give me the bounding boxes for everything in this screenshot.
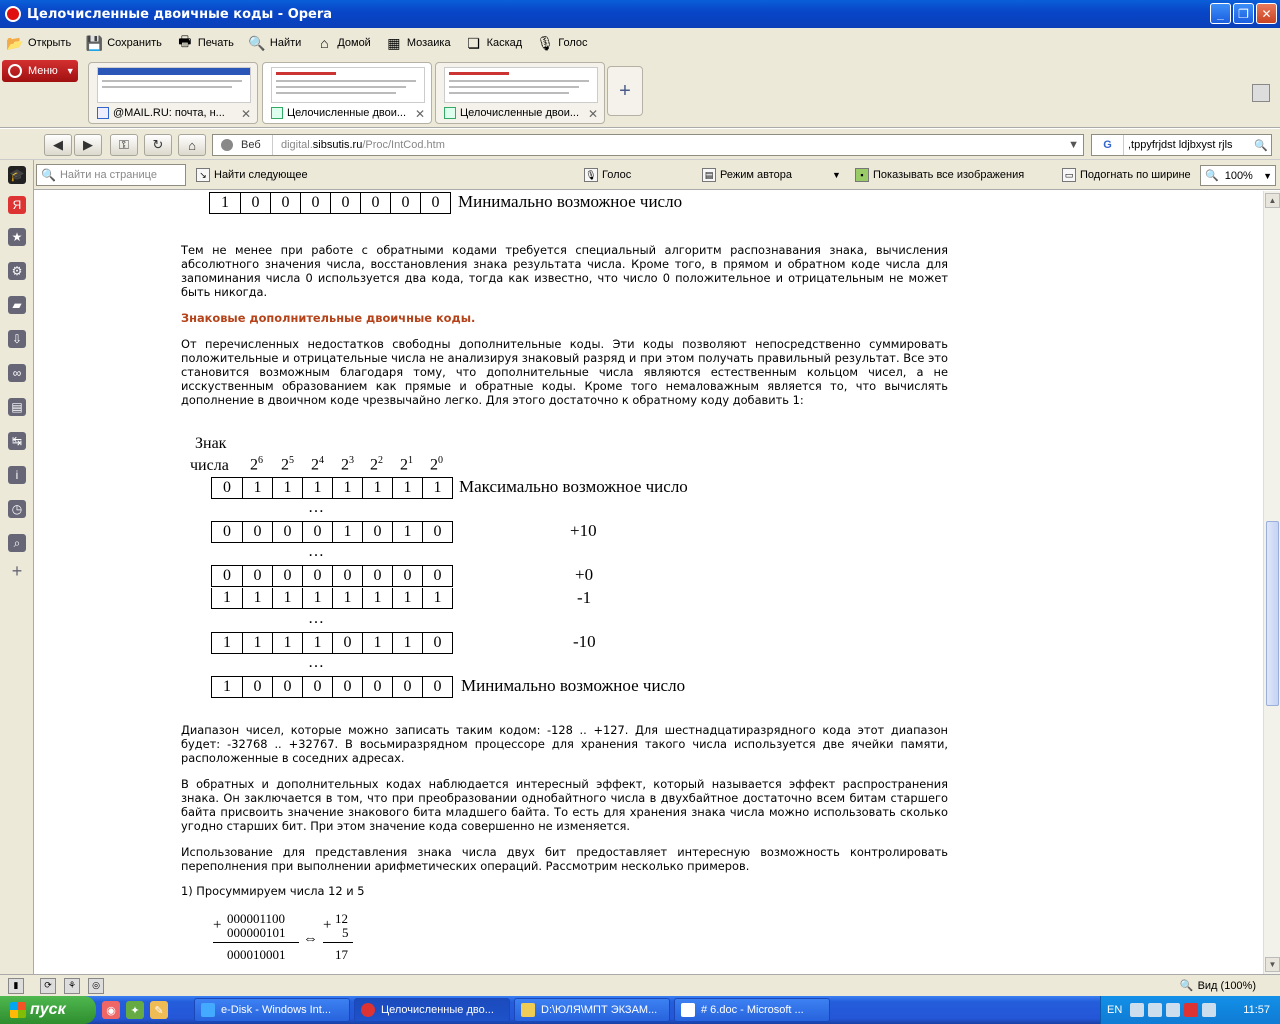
zoom-status[interactable]: 🔍 Вид (100%)	[1179, 979, 1256, 992]
forward-button[interactable]	[74, 134, 102, 156]
decimal-operand-a: 12	[335, 911, 348, 926]
find-toolbar	[0, 160, 1280, 190]
links-icon[interactable]: ∞	[8, 364, 26, 382]
minimize-button[interactable]: _	[1210, 3, 1231, 24]
ellipsis: …	[308, 499, 324, 516]
bit-cell: 1	[392, 478, 422, 498]
cascade-button[interactable]: ❏ Каскад	[465, 34, 523, 52]
search-query: ,tppyfrjdst ldjbxyst rjls	[1128, 139, 1233, 151]
bits-row-minus1	[211, 588, 453, 609]
tab-close-button[interactable]: ✕	[414, 107, 425, 121]
system-tray	[1100, 996, 1280, 1024]
bit-cell: 1	[392, 633, 422, 653]
bit-cell: 0	[242, 566, 272, 586]
folder-icon	[521, 1003, 535, 1017]
bit-cell: 1	[332, 478, 362, 498]
floppy-icon: 💾	[85, 34, 103, 51]
tab-bar	[0, 58, 1280, 128]
bit-cell: 1	[272, 588, 302, 608]
key-icon: ⚿	[119, 137, 129, 152]
bit-cell: 0	[302, 677, 332, 697]
bit-cell: 0	[392, 566, 422, 586]
fit-width-button[interactable]: ▭ Подогнать по ширине	[1062, 168, 1191, 182]
globe-icon	[221, 139, 233, 151]
image-icon: ▪	[855, 168, 869, 182]
task-ie[interactable]: e-Disk - Windows Int...	[194, 998, 350, 1022]
windows-icon[interactable]: ▤	[8, 398, 26, 416]
bit-cell: 1	[272, 478, 302, 498]
bit-cell: 1	[332, 522, 362, 542]
bit-cell: 1	[332, 588, 362, 608]
arrow-left-icon: ◀	[53, 137, 63, 152]
history-icon[interactable]: ◷	[8, 500, 26, 518]
chevron-down-icon[interactable]: ▼	[1068, 139, 1079, 151]
bit-cell: 0	[332, 633, 362, 653]
title-bar	[0, 0, 1280, 28]
bit-cell: 1	[422, 478, 452, 498]
tab-thumbnail	[444, 67, 598, 103]
open-button[interactable]: 📂 Открыть	[6, 34, 72, 51]
word-icon	[681, 1003, 695, 1017]
unite-icon[interactable]: ⚘	[64, 978, 80, 994]
new-tab-button[interactable]: +	[607, 66, 643, 116]
author-mode-button[interactable]: ▤ Режим автора ▼	[702, 168, 841, 182]
bits-row-zero	[211, 565, 453, 587]
bit-cell: 1	[223, 589, 231, 606]
find-next-icon: ↘	[196, 168, 210, 182]
bits-row-min	[211, 676, 453, 698]
bit-cell: 0	[302, 566, 332, 586]
speed-dial-icon[interactable]: ◎	[88, 978, 104, 994]
page-content	[35, 191, 1263, 974]
section-heading: Знаковые дополнительные двоичные коды.	[181, 311, 476, 325]
bit-cell: 0	[272, 566, 302, 586]
microphone-icon: 🎙	[536, 34, 555, 51]
tile-icon: ▦	[387, 34, 401, 51]
bit-cell: 0	[223, 479, 231, 496]
binary-operand-a: 000001100	[227, 911, 286, 926]
power-header: $2^5$	[281, 455, 294, 474]
reload-button[interactable]	[144, 134, 172, 156]
graduation-cap-icon[interactable]: 🎓	[9, 168, 25, 182]
home-button[interactable]: ⌂ Домой	[315, 34, 371, 52]
web-badge: Веб	[213, 135, 273, 155]
scroll-down-button[interactable]: ▼	[1265, 957, 1280, 972]
taskbar	[0, 996, 1280, 1024]
bit-cell: 0	[390, 193, 420, 213]
window-controls	[1210, 3, 1277, 24]
network-icon[interactable]	[1130, 1003, 1144, 1017]
home-nav-button[interactable]	[178, 134, 206, 156]
bit-cell: 1	[221, 194, 229, 211]
trash-icon[interactable]	[1252, 84, 1270, 102]
status-bar	[0, 974, 1280, 996]
power-header: $2^4$	[311, 455, 324, 474]
bit-cell: 0	[362, 522, 392, 542]
tile-button[interactable]: ▦ Мозаика	[385, 34, 451, 52]
url-text: digital.sibsutis.ru/Proc/IntCod.htm	[281, 139, 445, 151]
task-folder[interactable]: D:\ЮЛЯ\МПТ ЭКЗАМ...	[514, 998, 670, 1022]
zoom-select[interactable]: 🔍 100% ▼	[1200, 165, 1276, 186]
document-icon: ▤	[702, 168, 716, 182]
power-header: $2^6$	[250, 455, 263, 474]
info-icon[interactable]: i	[8, 466, 26, 484]
bit-cell: 1	[223, 634, 231, 651]
save-button[interactable]: 💾 Сохранить	[85, 34, 162, 51]
sync-icon[interactable]: ⟳	[40, 978, 56, 994]
fit-width-icon: ▭	[1062, 168, 1076, 182]
ellipsis: …	[308, 610, 324, 627]
show-images-button[interactable]: ▪ Показывать все изображения	[855, 168, 1024, 182]
panel-toggle-icon[interactable]: ▮	[8, 978, 24, 994]
binary-operand-b: 000000101	[227, 925, 286, 940]
opera-logo-icon	[8, 64, 22, 78]
yandex-icon[interactable]: Я	[8, 196, 26, 214]
decimal-sum: 17	[335, 947, 348, 962]
bit-cell: 1	[242, 478, 272, 498]
bit-cell: 1	[223, 678, 231, 695]
tab-title: Целочисленные двои...	[287, 107, 407, 119]
tab-mail[interactable]	[88, 62, 258, 124]
windows-logo-icon	[10, 1002, 26, 1018]
print-button[interactable]: 🖶 Печать	[176, 34, 234, 52]
reload-icon: ↻	[152, 137, 164, 152]
bit-cell: 0	[420, 193, 450, 213]
tab-title: @MAIL.RU: почта, н...	[113, 107, 225, 119]
voice-button[interactable]: 🎙 Голос	[536, 34, 588, 51]
bit-cell: 0	[362, 566, 392, 586]
home-icon: ⌂	[188, 137, 196, 153]
sum-example: + 000001100 000000101 000010001 ⇔ + 12 5 17	[213, 909, 373, 974]
bits-row-max	[211, 477, 453, 499]
bits-row-top	[209, 192, 451, 214]
notes-icon[interactable]: ▰	[8, 296, 26, 314]
row-label: +0	[575, 565, 594, 584]
jb-icon[interactable]	[1202, 1003, 1216, 1017]
find-button[interactable]: 🔍 Найти	[248, 34, 302, 51]
address-field[interactable]	[212, 134, 1084, 156]
transfers-icon[interactable]: ↹	[8, 432, 26, 450]
paragraph: Использование для представления знака числа двух бит предоставляет интересную возможность контролировать переполнения при выполнении арифметических операций. Рассмотрим несколько примеров.	[181, 845, 948, 873]
voice-toggle[interactable]: 🎙 Голос	[585, 169, 632, 181]
task-word[interactable]: # 6.doc - Microsoft ...	[674, 998, 830, 1022]
address-toolbar	[0, 129, 1280, 160]
page-icon	[271, 107, 283, 119]
scroll-thumb[interactable]	[1266, 521, 1279, 706]
opera-logo-icon	[5, 6, 21, 22]
ellipsis: …	[308, 543, 324, 560]
row-label: -10	[573, 632, 596, 651]
chevron-down-icon: ▼	[1263, 170, 1272, 181]
bit-cell: 1	[302, 478, 332, 498]
bits-row-plus10	[211, 521, 453, 543]
printer-icon: 🖶	[178, 33, 192, 49]
power-header: $2^2$	[370, 455, 383, 474]
tab-intcod-active[interactable]	[262, 62, 432, 124]
scroll-up-button[interactable]: ▲	[1265, 193, 1280, 208]
bit-cell: 0	[242, 522, 272, 542]
bookmarks-icon[interactable]: ★	[8, 228, 26, 246]
bit-cell: 0	[332, 677, 362, 697]
arrow-right-icon: ▶	[83, 137, 93, 152]
example-heading: 1) Просуммируем числа 12 и 5	[181, 884, 365, 898]
bit-cell: 0	[270, 193, 300, 213]
bit-cell: 1	[392, 588, 422, 608]
paragraph: Диапазон чисел, которые можно записать таким кодом: -128 .. +127. Для шестнадцатиразрядного кода этот диапазон будет: -32768 .. +32767. В восьмиразрядном процессоре для хранения такого числа используется две ячейки памяти, расположенные в соседних адресах.	[181, 723, 948, 765]
zoom-icon: 🔍	[1205, 170, 1219, 182]
opera-quicklaunch-icon[interactable]: ◉	[102, 1001, 120, 1019]
sign-header-line1: Знак	[195, 435, 227, 452]
volume-icon[interactable]	[1148, 1003, 1162, 1017]
row-label: Максимально возможное число	[459, 477, 688, 496]
add-panel-icon[interactable]: +	[11, 560, 23, 581]
widgets-icon[interactable]: ⚙	[8, 262, 26, 280]
google-icon[interactable]: G	[1092, 135, 1124, 155]
tab-close-button[interactable]: ✕	[240, 107, 251, 121]
bit-cell: 1	[272, 633, 302, 653]
bit-cell: 0	[362, 677, 392, 697]
close-button[interactable]: ✕	[1256, 3, 1277, 24]
bit-cell: 1	[242, 633, 272, 653]
antivirus-icon[interactable]	[1184, 1003, 1198, 1017]
bit-cell: 0	[330, 193, 360, 213]
ie-icon	[201, 1003, 215, 1017]
tab-intcod[interactable]	[435, 62, 605, 124]
bit-cell: 1	[422, 588, 452, 608]
ellipsis: …	[308, 654, 324, 671]
bit-cell: 0	[223, 567, 231, 584]
opera-menu-button[interactable]: Меню ▼	[2, 60, 78, 82]
bit-cell: 1	[362, 478, 392, 498]
paragraph: Тем не менее при работе с обратными кодами требуется специальный алгоритм распознавания знака, вычисления абсолютного значения числа, восстановления знака результата числа. Кроме того, в прямом и обратном коде числа для запоминания числа 0 используется два кода, тогда как известно, что число 0 положительное и отрицательным не может быть никогда.	[181, 243, 948, 299]
downloads-icon[interactable]: ⇩	[8, 330, 26, 348]
folder-icon: 📂	[6, 34, 24, 51]
binary-sum: 000010001	[227, 947, 286, 962]
search-icon: 🔍	[41, 168, 56, 182]
bit-cell: 0	[300, 193, 330, 213]
bits-row-minus10	[211, 632, 453, 654]
row-label: +10	[570, 521, 597, 540]
bit-cell: 1	[302, 588, 332, 608]
row-label: Минимально возможное число	[461, 676, 686, 695]
search-icon[interactable]: 🔍	[1254, 139, 1268, 152]
microphone-icon: 🎙	[584, 168, 598, 182]
start-button[interactable]: пуск	[0, 996, 96, 1024]
paragraph: В обратных и дополнительных кодах наблюдается интересный эффект, который называется эффект распространения знака. Он заключается в том, что при преобразовании однобайтного числа в двухбайтное достаточно всем битам старшего байта присвоить значение знакового бита младшего байта. То есть для хранения знака числа можно использовать сколько угодно старших бит. При этом значение кода совершенно не изменяется.	[181, 777, 948, 833]
bit-cell: 0	[422, 677, 452, 697]
equiv-icon: ⇔	[303, 931, 318, 947]
power-header: $2^0$	[430, 455, 443, 474]
cascade-icon: ❏	[467, 34, 480, 51]
bit-cell: 0	[332, 566, 362, 586]
bit-cell: 0	[422, 522, 452, 542]
side-panel	[0, 160, 34, 974]
maximize-button[interactable]: ❐	[1233, 3, 1254, 24]
power-header: $2^3$	[341, 455, 354, 474]
clock: 11:57	[1243, 1004, 1270, 1016]
bit-cell: 0	[302, 522, 332, 542]
tab-title: Целочисленные двои...	[460, 107, 580, 119]
chevron-down-icon[interactable]: ▼	[831, 170, 841, 180]
edit-icon[interactable]: ✎	[150, 1001, 168, 1019]
bit-cell: 0	[223, 523, 231, 540]
find-on-page-input[interactable]: 🔍 Найти на странице	[36, 164, 186, 186]
bit-cell: 0	[422, 566, 452, 586]
row-label: Минимально возможное число	[458, 192, 683, 211]
decimal-operand-b: 5	[342, 925, 349, 940]
row-label: -1	[577, 588, 592, 607]
wand-button[interactable]	[110, 134, 138, 156]
bit-cell: 1	[242, 588, 272, 608]
sign-header-line2: числа	[190, 457, 229, 474]
bit-cell: 0	[360, 193, 390, 213]
bit-cell: 1	[392, 522, 422, 542]
search-icon: 🔍	[248, 34, 266, 51]
window-title: Целочисленные двоичные коды - Opera	[27, 6, 333, 22]
bit-cell: 0	[242, 677, 272, 697]
find-next-button[interactable]: ↘ Найти следующее	[196, 168, 308, 182]
paragraph: От перечисленных недостатков свободны дополнительные коды. Эти коды позволяют непосредственно суммировать положительные и отрицательные числа не анализируя знаковый разряд и при этом получать правильный результат. Все это становится возможным благодаря тому, что дополнительные числа являются естественным кольцом чисел, а не исскуственным образованием как прямые и обратные коды. Кроме того немаловажным является то, что вычислять дополнение в двоичном коде чрезвычайно легко. Для этого достаточно к обратному коду добавить 1:	[181, 337, 948, 407]
tab-thumbnail	[271, 67, 425, 103]
bit-cell: 1	[302, 633, 332, 653]
home-icon: ⌂	[320, 35, 329, 51]
chevron-down-icon: ▼	[65, 66, 75, 76]
power-header: $2^1$	[400, 455, 413, 474]
page-icon	[444, 107, 456, 119]
tab-close-button[interactable]: ✕	[587, 107, 598, 121]
language-indicator[interactable]: EN	[1107, 1004, 1123, 1016]
tab-thumbnail	[97, 67, 251, 103]
bit-cell: 0	[272, 677, 302, 697]
shield-icon[interactable]	[1166, 1003, 1180, 1017]
vertical-scrollbar[interactable]	[1263, 191, 1280, 974]
bit-cell: 0	[422, 633, 452, 653]
search-icon[interactable]: ⌕	[8, 534, 26, 552]
at-icon	[97, 107, 109, 119]
bit-cell: 0	[392, 677, 422, 697]
bit-cell: 1	[362, 588, 392, 608]
butterfly-icon[interactable]: ✦	[126, 1001, 144, 1019]
search-field[interactable]	[1091, 134, 1272, 156]
task-opera[interactable]: Целочисленные дво...	[354, 998, 510, 1022]
bit-cell: 0	[240, 193, 270, 213]
opera-icon	[361, 1003, 375, 1017]
bit-cell: 0	[272, 522, 302, 542]
main-toolbar	[0, 28, 1280, 58]
back-button[interactable]	[44, 134, 72, 156]
zoom-icon: 🔍	[1179, 980, 1194, 992]
bit-cell: 1	[362, 633, 392, 653]
